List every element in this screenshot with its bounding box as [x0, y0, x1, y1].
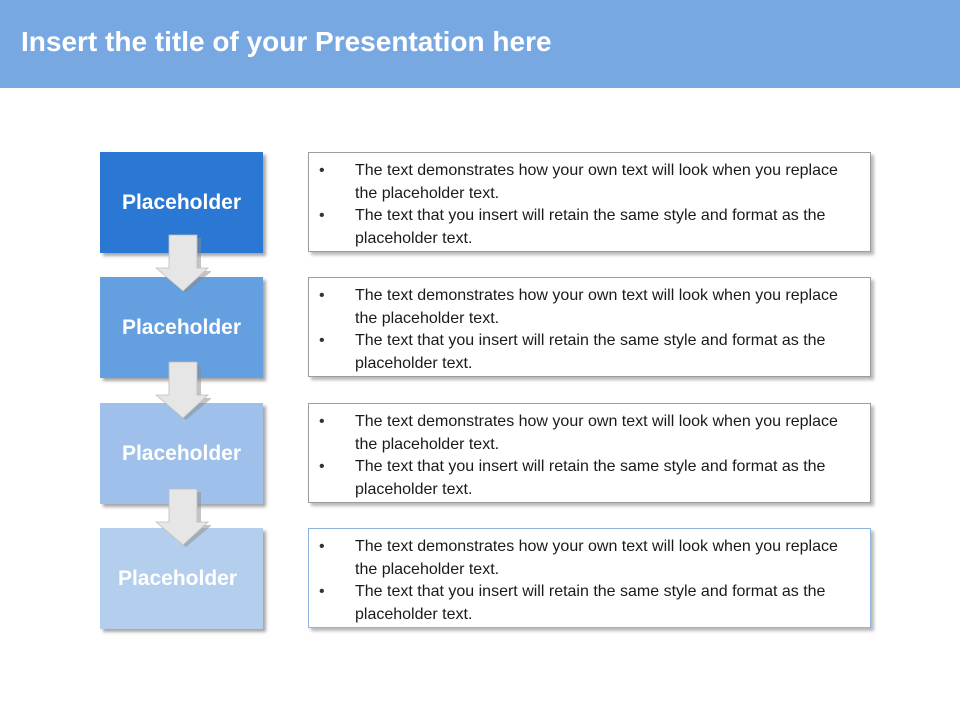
step-label-4: Placeholder — [117, 566, 238, 590]
bullet-text: The text that you insert will retain the same style and format as the placeholder text. — [355, 458, 826, 498]
bullet-item — [309, 456, 860, 501]
down-arrow-icon — [155, 361, 211, 421]
bullet-icon: • — [319, 538, 325, 555]
bullet-item — [309, 285, 860, 330]
bullet-item — [309, 581, 860, 626]
slide-title: Insert the title of your Presentation here — [21, 26, 552, 57]
bullet-icon: • — [319, 332, 325, 349]
down-arrow-icon — [155, 234, 211, 294]
bullet-text: The text that you insert will retain the same style and format as the placeholder text. — [355, 583, 826, 623]
down-arrow-icon — [155, 488, 211, 548]
bullet-icon: • — [319, 287, 325, 304]
bullet-icon: • — [319, 413, 325, 430]
bullet-list-1 — [309, 153, 870, 250]
bullet-item — [309, 536, 860, 581]
bullet-list-3 — [309, 404, 870, 501]
bullet-text: The text that you insert will retain the same style and format as the placeholder text. — [355, 207, 826, 247]
bullet-list-4 — [309, 529, 870, 626]
bullet-item — [309, 411, 860, 456]
bullet-text: The text demonstrates how your own text will look when you replace the placeholder text. — [355, 287, 838, 327]
title-bar — [0, 0, 960, 88]
description-box-2 — [308, 277, 871, 377]
bullet-icon: • — [319, 458, 325, 475]
description-box-4 — [308, 528, 871, 628]
bullet-text: The text demonstrates how your own text will look when you replace the placeholder text. — [355, 162, 838, 202]
bullet-list-2 — [309, 278, 870, 375]
bullet-item — [309, 330, 860, 375]
bullet-icon: • — [319, 162, 325, 179]
step-label-3: Placeholder — [121, 441, 242, 465]
bullet-icon: • — [319, 583, 325, 600]
description-box-3 — [308, 403, 871, 503]
description-box-1 — [308, 152, 871, 252]
step-label-1: Placeholder — [121, 190, 242, 214]
bullet-text: The text demonstrates how your own text will look when you replace the placeholder text. — [355, 413, 838, 453]
step-label-2: Placeholder — [121, 315, 242, 339]
bullet-item — [309, 205, 860, 250]
bullet-text: The text demonstrates how your own text will look when you replace the placeholder text. — [355, 538, 838, 578]
bullet-text: The text that you insert will retain the same style and format as the placeholder text. — [355, 332, 826, 372]
bullet-icon: • — [319, 207, 325, 224]
bullet-item — [309, 160, 860, 205]
